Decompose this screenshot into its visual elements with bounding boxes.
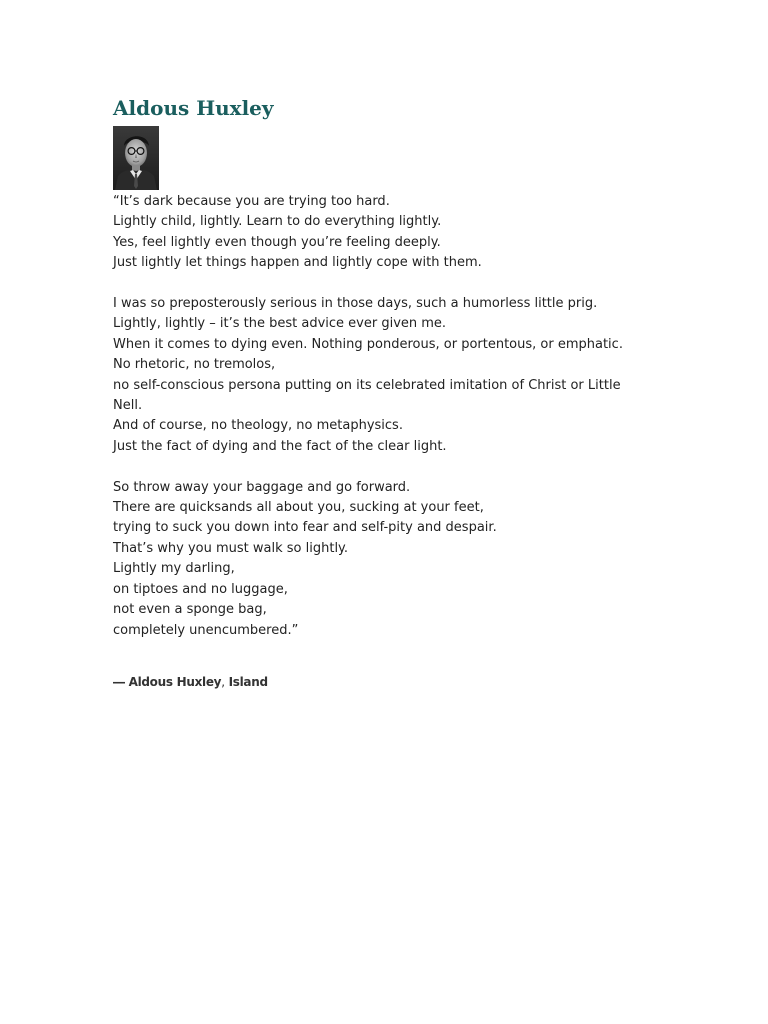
quote-line: No rhetoric, no tremolos, [113,357,276,373]
stanza [113,294,653,457]
quote-line: I was so preposterously serious in those days, such a humorless little prig. [113,296,598,312]
quote-line: Lightly child, lightly. Learn to do everything lightly. [113,214,442,230]
quote-line: That’s why you must walk so lightly. [113,540,349,556]
quote-line: no self-conscious persona putting on its celebrated imitation of Christ or Little [113,377,621,393]
author-portrait [113,126,159,190]
author-heading: Aldous Huxley [113,96,274,120]
quote-line: Nell. [113,398,143,414]
quote-attribution [113,675,653,689]
quote-line: completely unencumbered.” [113,622,299,638]
attribution-author: Aldous Huxley [128,674,222,689]
stanza [113,192,653,274]
quote-line: There are quicksands all about you, sucking at your feet, [113,500,484,516]
attribution-dash: ― [113,674,125,689]
quote-line: on tiptoes and no luggage, [113,581,288,597]
stanza [113,478,653,641]
quote-line: Lightly my darling, [113,561,235,577]
quote-line: When it comes to dying even. Nothing ponderous, or portentous, or emphatic. [113,336,623,352]
quote-line: not even a sponge bag, [113,602,267,618]
quote-body [113,192,653,641]
attribution-separator: , [221,674,225,689]
quote-line: Just lightly let things happen and lightly cope with them. [113,255,482,271]
quote-line: Yes, feel lightly even though you’re feeling deeply. [113,234,441,250]
quote-line: trying to suck you down into fear and self-pity and despair. [113,520,497,536]
quote-line: “It’s dark because you are trying too hard. [113,194,390,209]
quote-line: Just the fact of dying and the fact of the clear light. [113,438,447,454]
quote-line: And of course, no theology, no metaphysics. [113,418,403,434]
quote-line: Lightly, lightly – it’s the best advice ever given me. [113,316,447,332]
quote-page [113,94,653,689]
attribution-work: Island [228,674,268,689]
quote-line: So throw away your baggage and go forward. [113,479,411,495]
